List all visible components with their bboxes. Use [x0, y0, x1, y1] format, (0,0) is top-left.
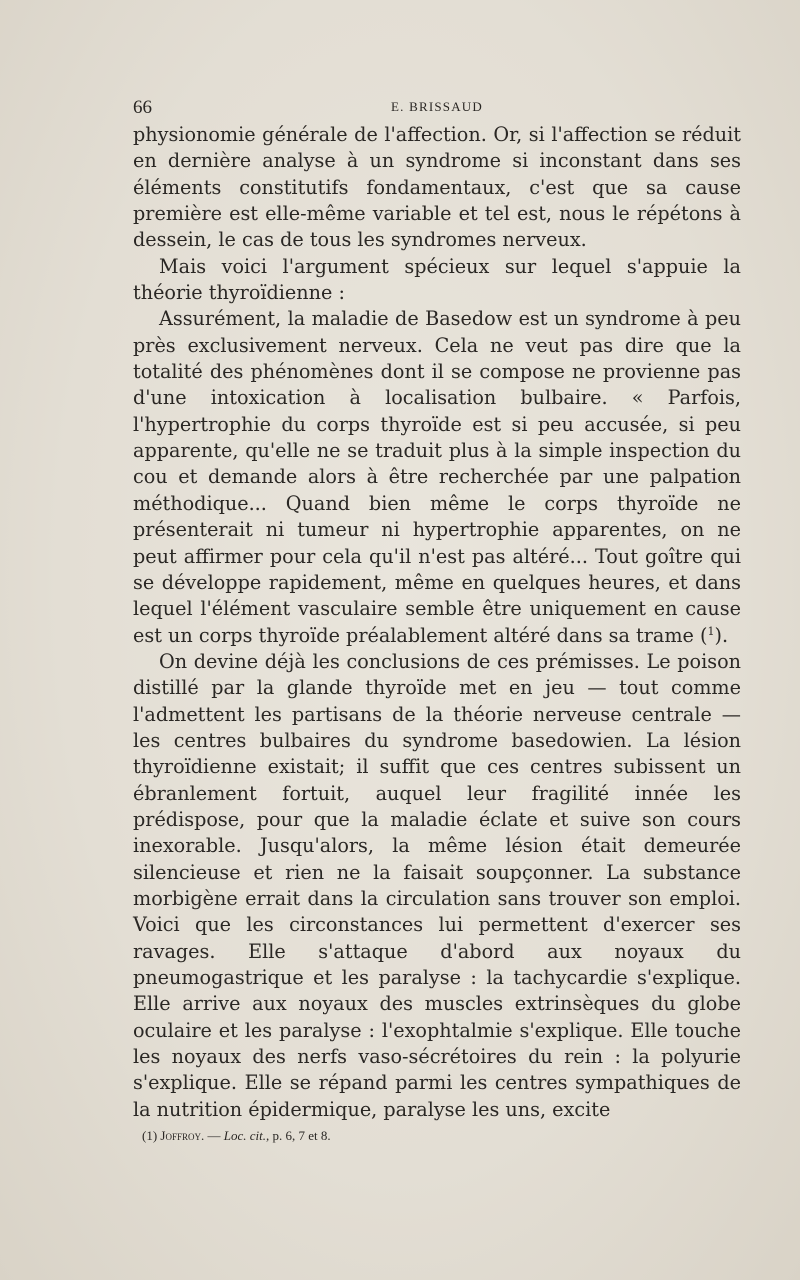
- paragraph-3-end: ).: [714, 623, 729, 647]
- footnote-dash: —: [207, 1128, 221, 1143]
- body-text: [133, 122, 741, 1123]
- footnote-marker: (1): [142, 1128, 158, 1143]
- paragraph-3-text: Assurément, la maladie de Basedow est un syndrome à peu près exclusivement nerveux. Cela ne veut pas dire que la totalité des phénomènes dont il se compose ne provienne pas d'une intoxication à localisation bulbaire. « Parfois, l'hypertrophie du corps thyroïde est si peu accusée, si peu apparente, qu'elle ne se traduit plus à la simple inspection du cou et demande alors à être recherchée par une palpation méthodique... Quand bien même le corps thyroïde ne présenterait ni tumeur ni hypertrophie apparentes, on ne peut affirmer pour cela qu'il n'est pas altéré... Tout goître qui se développe rapidement, même en quelques heures, et dans lequel l'élément vasculaire semble être uniquement en cause est un corps thyroïde préalablement altéré dans sa trame: [133, 307, 741, 647]
- footnote-ref: Loc. cit.,: [223, 1128, 270, 1143]
- footnote-author: Joffroy.: [160, 1128, 205, 1143]
- footnote: [142, 1128, 742, 1144]
- running-head: E. BRISSAUD: [391, 99, 483, 114]
- paragraph-4: On devine déjà les conclusions de ces prémisses. Le poison distillé par la glande thyroïde met en jeu — tout comme l'admettent les partisans de la théorie nerveuse centrale — les centres bulbaires du syndrome basedowien. La lésion thyroïdienne existait; il suffit que ces centres subissent un ébranlement fortuit, auquel leur fragilité innée les prédispose, pour que la maladie éclate et suive son cours inexorable. Jusqu'alors, la même lésion était demeurée silencieuse et rien ne la faisait soupçonner. La substance morbigène errait dans la circulation sans trouver son emploi. Voici que les circonstances lui permettent d'exercer ses ravages. Elle s'attaque d'abord aux noyaux du pneumogastrique et les paralyse : la tachycardie s'explique. Elle arrive aux noyaux des muscles extrinsèques du globe oculaire et les paralyse : l'exophtalmie s'explique. Elle touche les noyaux des nerfs vaso-sécrétoires du rein : la polyurie s'explique. Elle se répand parmi les centres sympathiques de la nutrition épidermique, paralyse les uns, excite: [133, 649, 741, 1121]
- page-header: [133, 97, 741, 121]
- paragraph-2: Mais voici l'argument spécieux sur lequel s'appuie la théorie thyroïdienne :: [133, 254, 741, 305]
- paragraph-3: Assurément, la maladie de Basedow est un syndrome à peu près exclusivement nerveux. Cela ne veut pas dire que la totalité des phénomènes dont il se compose ne provienne pas d'une intoxication à localisation bulbaire. « Parfois, l'hypertrophie du corps thyroïde est si peu accusée, si peu apparente, qu'elle ne se traduit plus à la simple inspection du cou et demande alors à être recherchée par une palpation méthodique... Quand bien même le corps thyroïde ne présenterait ni tumeur ni hypertrophie apparentes, on ne peut affirmer pour cela qu'il n'est pas altéré... Tout goître qui se développe rapidement, même en quelques heures, et dans lequel l'élément vasculaire semble être uniquement en cause est un corps thyroïde préalablement altéré dans sa trame ($^1$).: [133, 307, 741, 647]
- page-number: 66: [133, 97, 152, 118]
- paragraph-1: physionomie générale de l'affection. Or, si l'affection se réduit en dernière analyse à un syndrome si inconstant dans ses éléments constitutifs fondamentaux, c'est que sa cause première est elle-même variable et tel est, nous le répétons à dessein, le cas de tous les syndromes nerveux.: [133, 123, 741, 252]
- footnote-pages: p. 6, 7 et 8.: [272, 1128, 331, 1143]
- footnote-reference: 1: [707, 624, 715, 638]
